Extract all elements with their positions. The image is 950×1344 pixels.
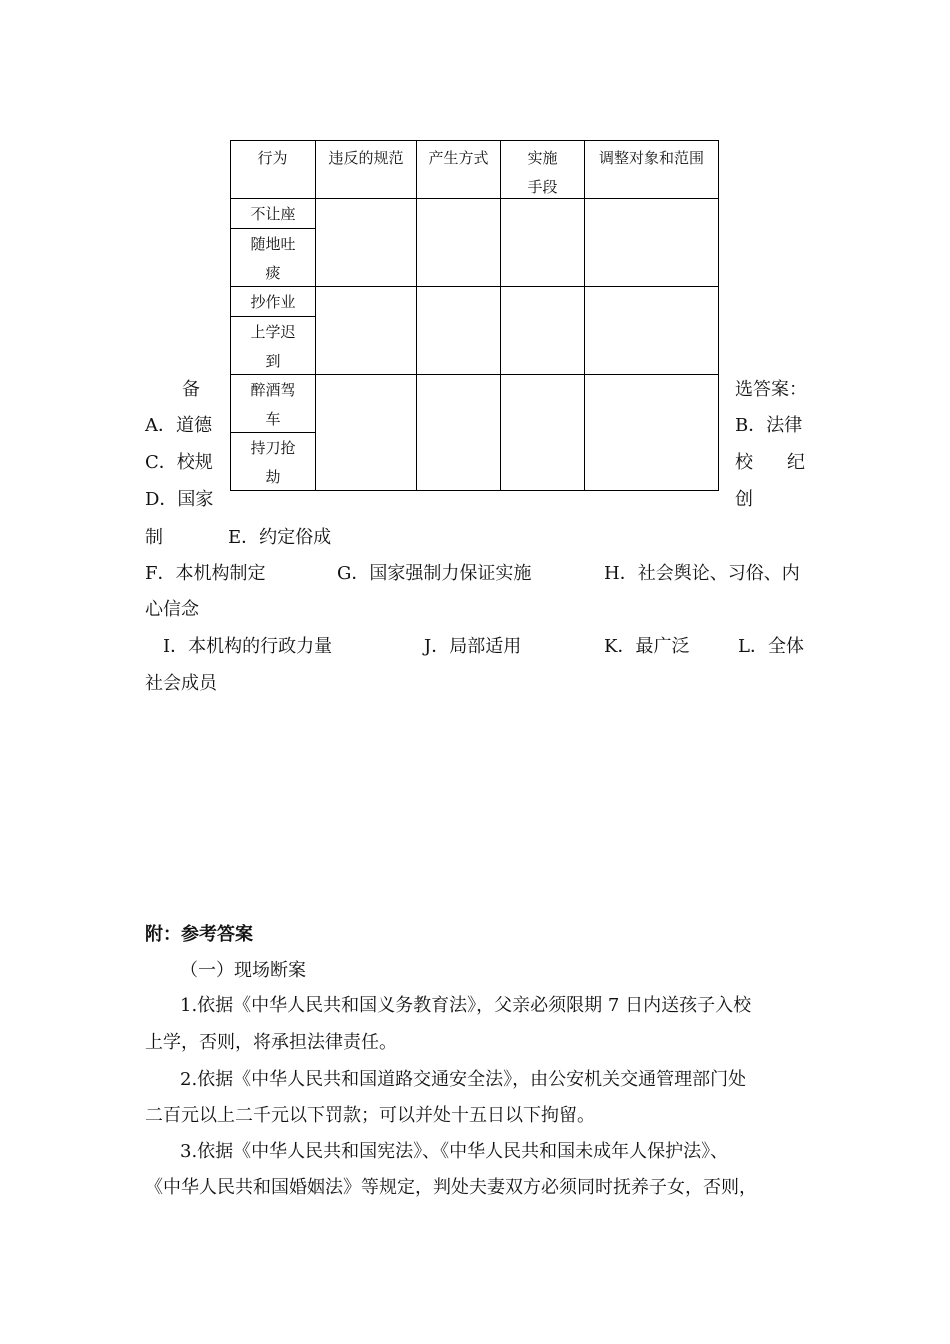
answer-paragraph: 2.依据《中华人民共和国道路交通安全法》，由公安机关交通管理部门处 xyxy=(180,1069,747,1090)
table-border-top xyxy=(230,140,719,141)
option-g: G．国家强制力保证实施 xyxy=(337,563,532,584)
table-header-divider xyxy=(230,198,719,199)
col-divider xyxy=(315,140,316,491)
header-origin: 产生方式 xyxy=(428,149,489,167)
option-d: D．国家 xyxy=(145,489,214,510)
answer-paragraph: 上学，否则，将承担法律责任。 xyxy=(145,1032,397,1053)
table-border-bottom xyxy=(230,490,719,491)
appendix-section: （一）现场断案 xyxy=(180,960,306,981)
option-f: F．本机构制定 xyxy=(145,563,266,584)
option-j: J．局部适用 xyxy=(424,636,522,657)
option-h: H．社会舆论、习俗、内 xyxy=(604,563,800,584)
col-divider xyxy=(416,140,417,491)
col-divider xyxy=(584,140,585,491)
answer-paragraph: 1.依据《中华人民共和国义务教育法》，父亲必须限期 7 日内送孩子入校 xyxy=(180,995,752,1016)
option-c: C．校规 xyxy=(145,452,213,473)
option-c-part: 纪 xyxy=(787,452,805,473)
behavior-cell: 持刀抢劫 xyxy=(250,439,296,486)
options-label-right: 选答案： xyxy=(735,379,807,400)
option-d-part: 制 xyxy=(145,527,163,548)
option-l-part: 社会成员 xyxy=(145,673,217,694)
answer-paragraph: 二百元以上二千元以下罚款；可以并处十五日以下拘留。 xyxy=(145,1105,595,1126)
option-i: I．本机构的行政力量 xyxy=(163,636,333,657)
behavior-cell: 随地吐痰 xyxy=(250,235,296,282)
behavior-cell: 上学迟到 xyxy=(250,323,296,370)
header-scope: 调整对象和范围 xyxy=(598,149,704,167)
option-l: L．全体 xyxy=(738,636,804,657)
options-label-left: 备 xyxy=(182,379,200,400)
option-e: E．约定俗成 xyxy=(228,527,332,548)
appendix-title: 附：参考答案 xyxy=(145,924,253,945)
option-k: K．最广泛 xyxy=(604,636,690,657)
option-b: B．法律 xyxy=(735,415,803,436)
norms-table xyxy=(230,140,719,491)
table-border-right xyxy=(718,140,719,491)
header-means: 实施手段 xyxy=(527,149,558,196)
option-c-part: 校 xyxy=(735,452,753,473)
behavior-cell: 不让座 xyxy=(250,205,296,223)
behavior-cell: 抄作业 xyxy=(250,293,296,311)
group-divider xyxy=(230,286,719,287)
answer-paragraph: 3.依据《中华人民共和国宪法》、《中华人民共和国未成年人保护法》、 xyxy=(180,1141,729,1162)
answer-paragraph: 《中华人民共和国婚姻法》等规定，判处夫妻双方必须同时抚养子女，否则， xyxy=(145,1177,757,1198)
header-behavior: 行为 xyxy=(257,149,288,167)
option-a: A．道德 xyxy=(145,415,212,436)
option-d-part: 创 xyxy=(735,489,753,510)
option-h-part: 心信念 xyxy=(145,599,199,620)
behavior-cell: 醉酒驾车 xyxy=(250,381,296,428)
group-divider xyxy=(230,374,719,375)
header-norm: 违反的规范 xyxy=(328,149,404,167)
